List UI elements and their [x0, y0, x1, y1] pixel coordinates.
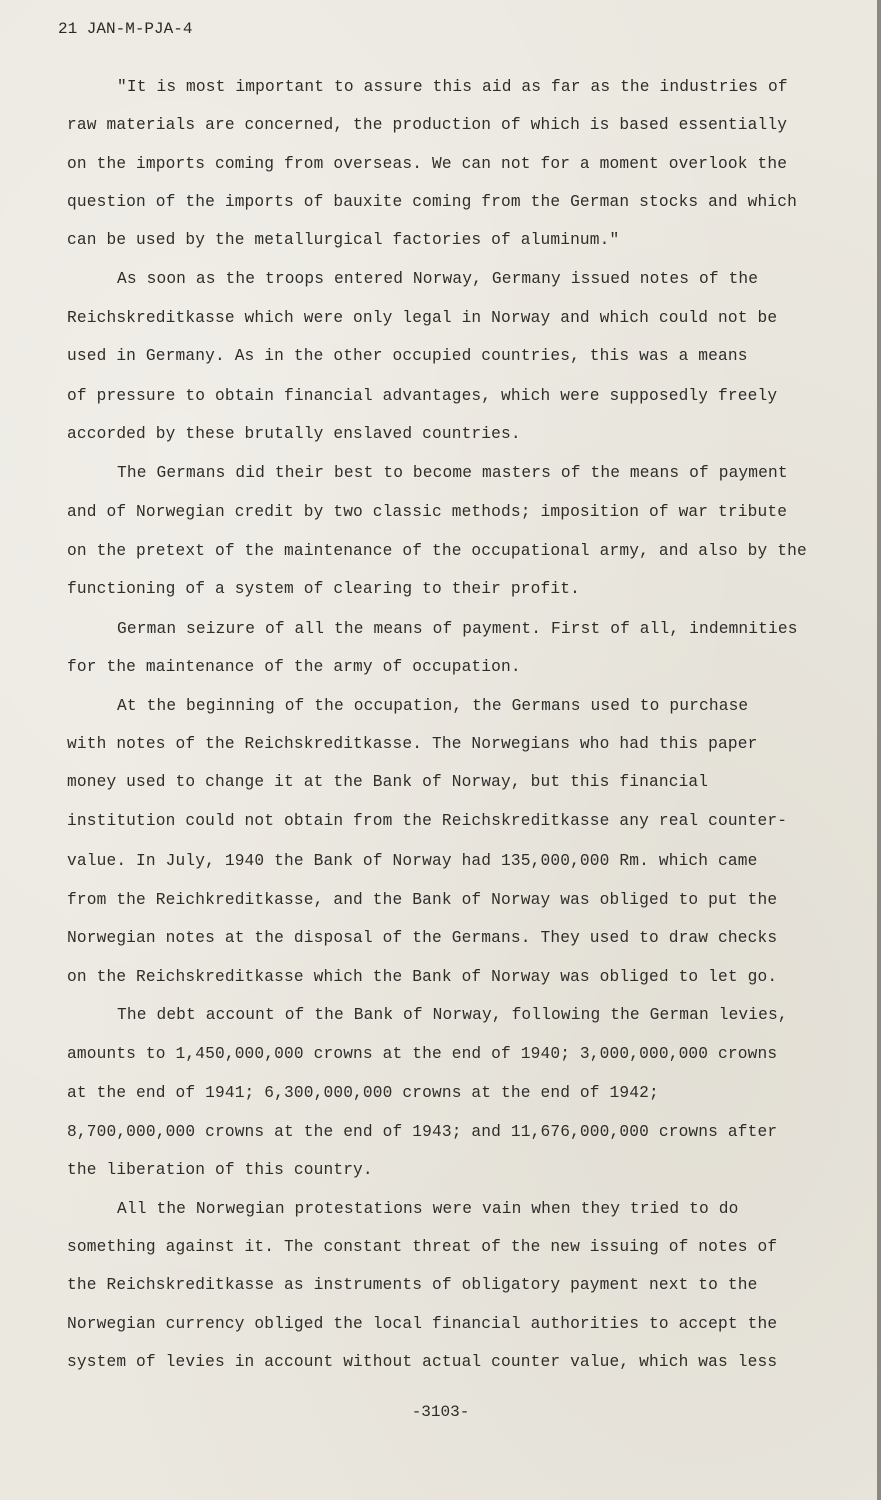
text-line: raw materials are concerned, the production of which is based essentially [67, 116, 788, 134]
page-number: -3103- [411, 1403, 470, 1421]
text-line: "It is most important to assure this aid as far as the industries of [117, 78, 788, 96]
text-line: value. In July, 1940 the Bank of Norway had 135,000,000 Rm. which came [67, 852, 758, 870]
text-line: something against it. The constant threat of the new issuing of notes of [67, 1238, 778, 1256]
text-line: The debt account of the Bank of Norway, following the German levies, [117, 1006, 788, 1024]
text-line: German seizure of all the means of payment. First of all, indemnities [117, 620, 798, 638]
text-line: at the end of 1941; 6,300,000,000 crowns at the end of 1942; [67, 1084, 659, 1102]
text-line: money used to change it at the Bank of Norway, but this financial [67, 773, 709, 791]
text-line: institution could not obtain from the Reichskreditkasse any real counter- [67, 812, 788, 830]
text-line: All the Norwegian protestations were vain when they tried to do [117, 1200, 739, 1218]
text-line: Norwegian notes at the disposal of the Germans. They used to draw checks [67, 929, 778, 947]
text-line: on the Reichskreditkasse which the Bank of Norway was obliged to let go. [67, 968, 778, 986]
text-line: amounts to 1,450,000,000 crowns at the end of 1940; 3,000,000,000 crowns [67, 1045, 778, 1063]
text-line: system of levies in account without actual counter value, which was less [67, 1353, 778, 1371]
text-line: As soon as the troops entered Norway, Germany issued notes of the [117, 270, 759, 288]
text-line: question of the imports of bauxite coming from the German stocks and which [67, 193, 797, 211]
text-line: The Germans did their best to become masters of the means of payment [117, 464, 788, 482]
text-line: from the Reichkreditkasse, and the Bank of Norway was obliged to put the [67, 891, 778, 909]
text-line: functioning of a system of clearing to their profit. [67, 580, 580, 598]
text-line: with notes of the Reichskreditkasse. The Norwegians who had this paper [67, 735, 758, 753]
text-line: the liberation of this country. [67, 1161, 373, 1179]
text-line: the Reichskreditkasse as instruments of obligatory payment next to the [67, 1276, 758, 1294]
text-line: for the maintenance of the army of occupation. [67, 658, 521, 676]
text-line: and of Norwegian credit by two classic methods; imposition of war tribute [67, 503, 788, 521]
text-line: used in Germany. As in the other occupied countries, this was a means [67, 347, 748, 365]
text-line: accorded by these brutally enslaved countries. [67, 425, 521, 443]
text-line: At the beginning of the occupation, the Germans used to purchase [117, 697, 749, 715]
document-reference-header: 21 JAN-M-PJA-4 [58, 20, 193, 38]
text-line: Norwegian currency obliged the local financial authorities to accept the [67, 1315, 778, 1333]
page-edge-shadow [877, 0, 881, 1500]
text-line: of pressure to obtain financial advantages, which were supposedly freely [67, 387, 778, 405]
text-line: Reichskreditkasse which were only legal in Norway and which could not be [67, 309, 778, 327]
text-line: can be used by the metallurgical factories of aluminum." [67, 231, 620, 249]
text-line: on the imports coming from overseas. We can not for a moment overlook the [67, 155, 788, 173]
text-line: 8,700,000,000 crowns at the end of 1943; and 11,676,000,000 crowns after [67, 1123, 778, 1141]
text-line: on the pretext of the maintenance of the occupational army, and also by the [67, 542, 807, 560]
